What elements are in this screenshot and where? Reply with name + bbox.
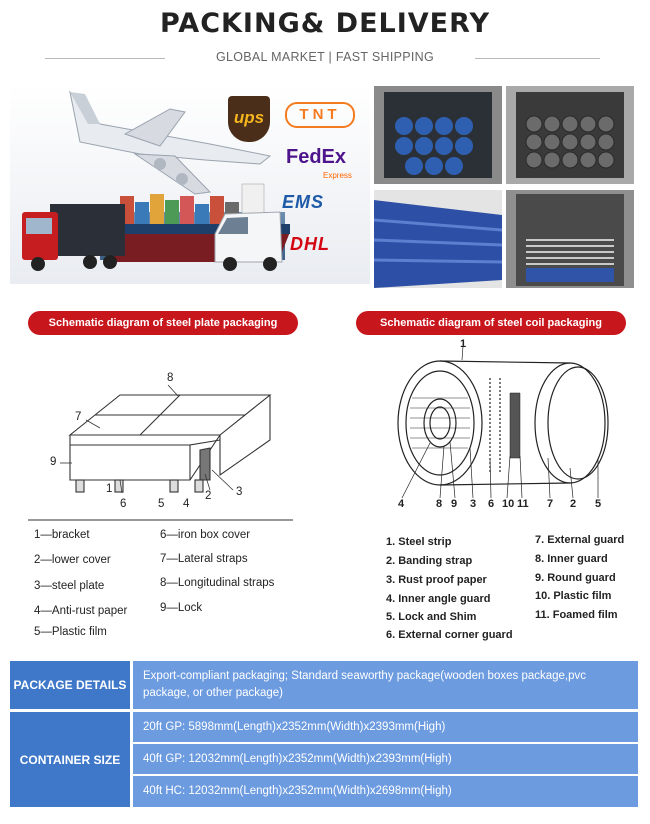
plate-legend-item-2: 2—lower cover <box>34 554 111 566</box>
coil-callout-11: 11 <box>517 498 529 510</box>
coil-legend-item-8: 8. Inner guard <box>535 553 608 565</box>
ems-logo: EMS <box>282 192 325 212</box>
logistics-illustration <box>10 84 370 284</box>
fedex-logo-text: FedEx <box>286 146 347 168</box>
plate-callout-1: 1 <box>106 483 113 495</box>
fedex-express-label: Express <box>323 171 352 180</box>
page-title: PACKING& DELIVERY <box>159 8 490 39</box>
container-size-row-20gp: 20ft GP: 5898mm(Length)x2352mm(Width)x2393mm(High) <box>133 712 638 742</box>
coil-callout-1: 1 <box>460 338 467 350</box>
package-details-table <box>10 661 638 807</box>
dhl-logo: DHL <box>290 234 330 254</box>
container-photo-4 <box>506 190 634 288</box>
ups-logo <box>228 96 270 142</box>
plate-legend-item-5: 5—Plastic film <box>34 626 107 638</box>
fedex-logo <box>286 146 346 169</box>
plate-callout-7: 7 <box>75 411 82 423</box>
steel-coil-drawing <box>370 338 620 513</box>
coil-callout-3: 3 <box>470 498 477 510</box>
coil-legend-item-9: 9. Round guard <box>535 572 616 584</box>
plate-callout-2: 2 <box>205 490 212 502</box>
coil-legend-item-11: 11. Foamed film <box>535 609 618 621</box>
plate-legend-item-1: 1—bracket <box>34 529 90 541</box>
plate-legend-item-3: 3—steel plate <box>34 580 105 592</box>
plate-legend-item-9: 9—Lock <box>160 602 203 614</box>
coil-legend-item-2: 2. Banding strap <box>386 555 473 567</box>
package-details-label: PACKAGE DETAILS <box>10 661 130 709</box>
container-size-label: CONTAINER SIZE <box>10 712 130 807</box>
plate-legend-divider <box>28 519 293 521</box>
plate-diagram-label: Schematic diagram of steel plate packaging <box>28 311 298 335</box>
steel-coil-diagram <box>370 338 620 513</box>
plate-legend-item-7: 7—Lateral straps <box>160 553 248 565</box>
steel-plate-diagram <box>40 370 300 515</box>
coil-legend-item-5: 5. Lock and Shim <box>386 611 477 623</box>
plate-legend-item-6: 6—iron box cover <box>160 529 251 541</box>
plate-callout-4: 4 <box>183 498 190 510</box>
coil-callout-2: 2 <box>570 498 577 510</box>
plate-callout-8: 8 <box>167 372 174 384</box>
container-size-row-40hc: 40ft HC: 12032mm(Length)x2352mm(Width)x2698mm(High) <box>133 776 638 807</box>
coil-callout-10: 10 <box>502 498 515 510</box>
plate-legend-item-4: 4—Anti-rust paper <box>34 605 128 617</box>
container-photo-1 <box>374 86 502 184</box>
coil-callout-5: 5 <box>595 498 602 510</box>
coil-legend-item-10: 10. Plastic film <box>535 590 612 602</box>
container-photo-3 <box>374 190 502 288</box>
container-size-row-40gp: 40ft GP: 12032mm(Length)x2352mm(Width)x2393mm(High) <box>133 744 638 774</box>
page-subtitle: GLOBAL MARKET | FAST SHIPPING <box>215 50 435 64</box>
coil-legend-item-7: 7. External guard <box>535 534 625 546</box>
subtitle-rule-right <box>475 58 600 59</box>
van-icon <box>215 212 282 271</box>
coil-callout-7: 7 <box>547 498 554 510</box>
plate-callout-5: 5 <box>158 498 165 510</box>
plate-callout-3: 3 <box>236 486 243 498</box>
steel-plate-drawing <box>40 370 300 515</box>
coil-diagram-label: Schematic diagram of steel coil packaging <box>356 311 626 335</box>
container-photo-2 <box>506 86 634 184</box>
coil-legend-item-1: 1. Steel strip <box>386 536 452 548</box>
coil-legend-item-6: 6. External corner guard <box>386 629 513 641</box>
coil-legend-item-3: 3. Rust proof paper <box>386 574 487 586</box>
plate-legend-item-8: 8—Longitudinal straps <box>160 577 275 589</box>
coil-callout-9: 9 <box>451 498 458 510</box>
coil-callout-6: 6 <box>488 498 495 510</box>
plate-callout-9: 9 <box>50 456 57 468</box>
tnt-logo: TNT <box>285 102 355 128</box>
coil-legend-item-4: 4. Inner angle guard <box>386 593 491 605</box>
coil-callout-8: 8 <box>436 498 443 510</box>
package-details-value: Export-compliant packaging; Standard seaworthy package(wooden boxes package,pvc package, or other package) <box>133 661 638 709</box>
container-loading-photos <box>374 86 636 288</box>
ups-logo-text: ups <box>233 108 265 127</box>
coil-callout-4: 4 <box>398 498 405 510</box>
plate-callout-6: 6 <box>120 498 127 510</box>
